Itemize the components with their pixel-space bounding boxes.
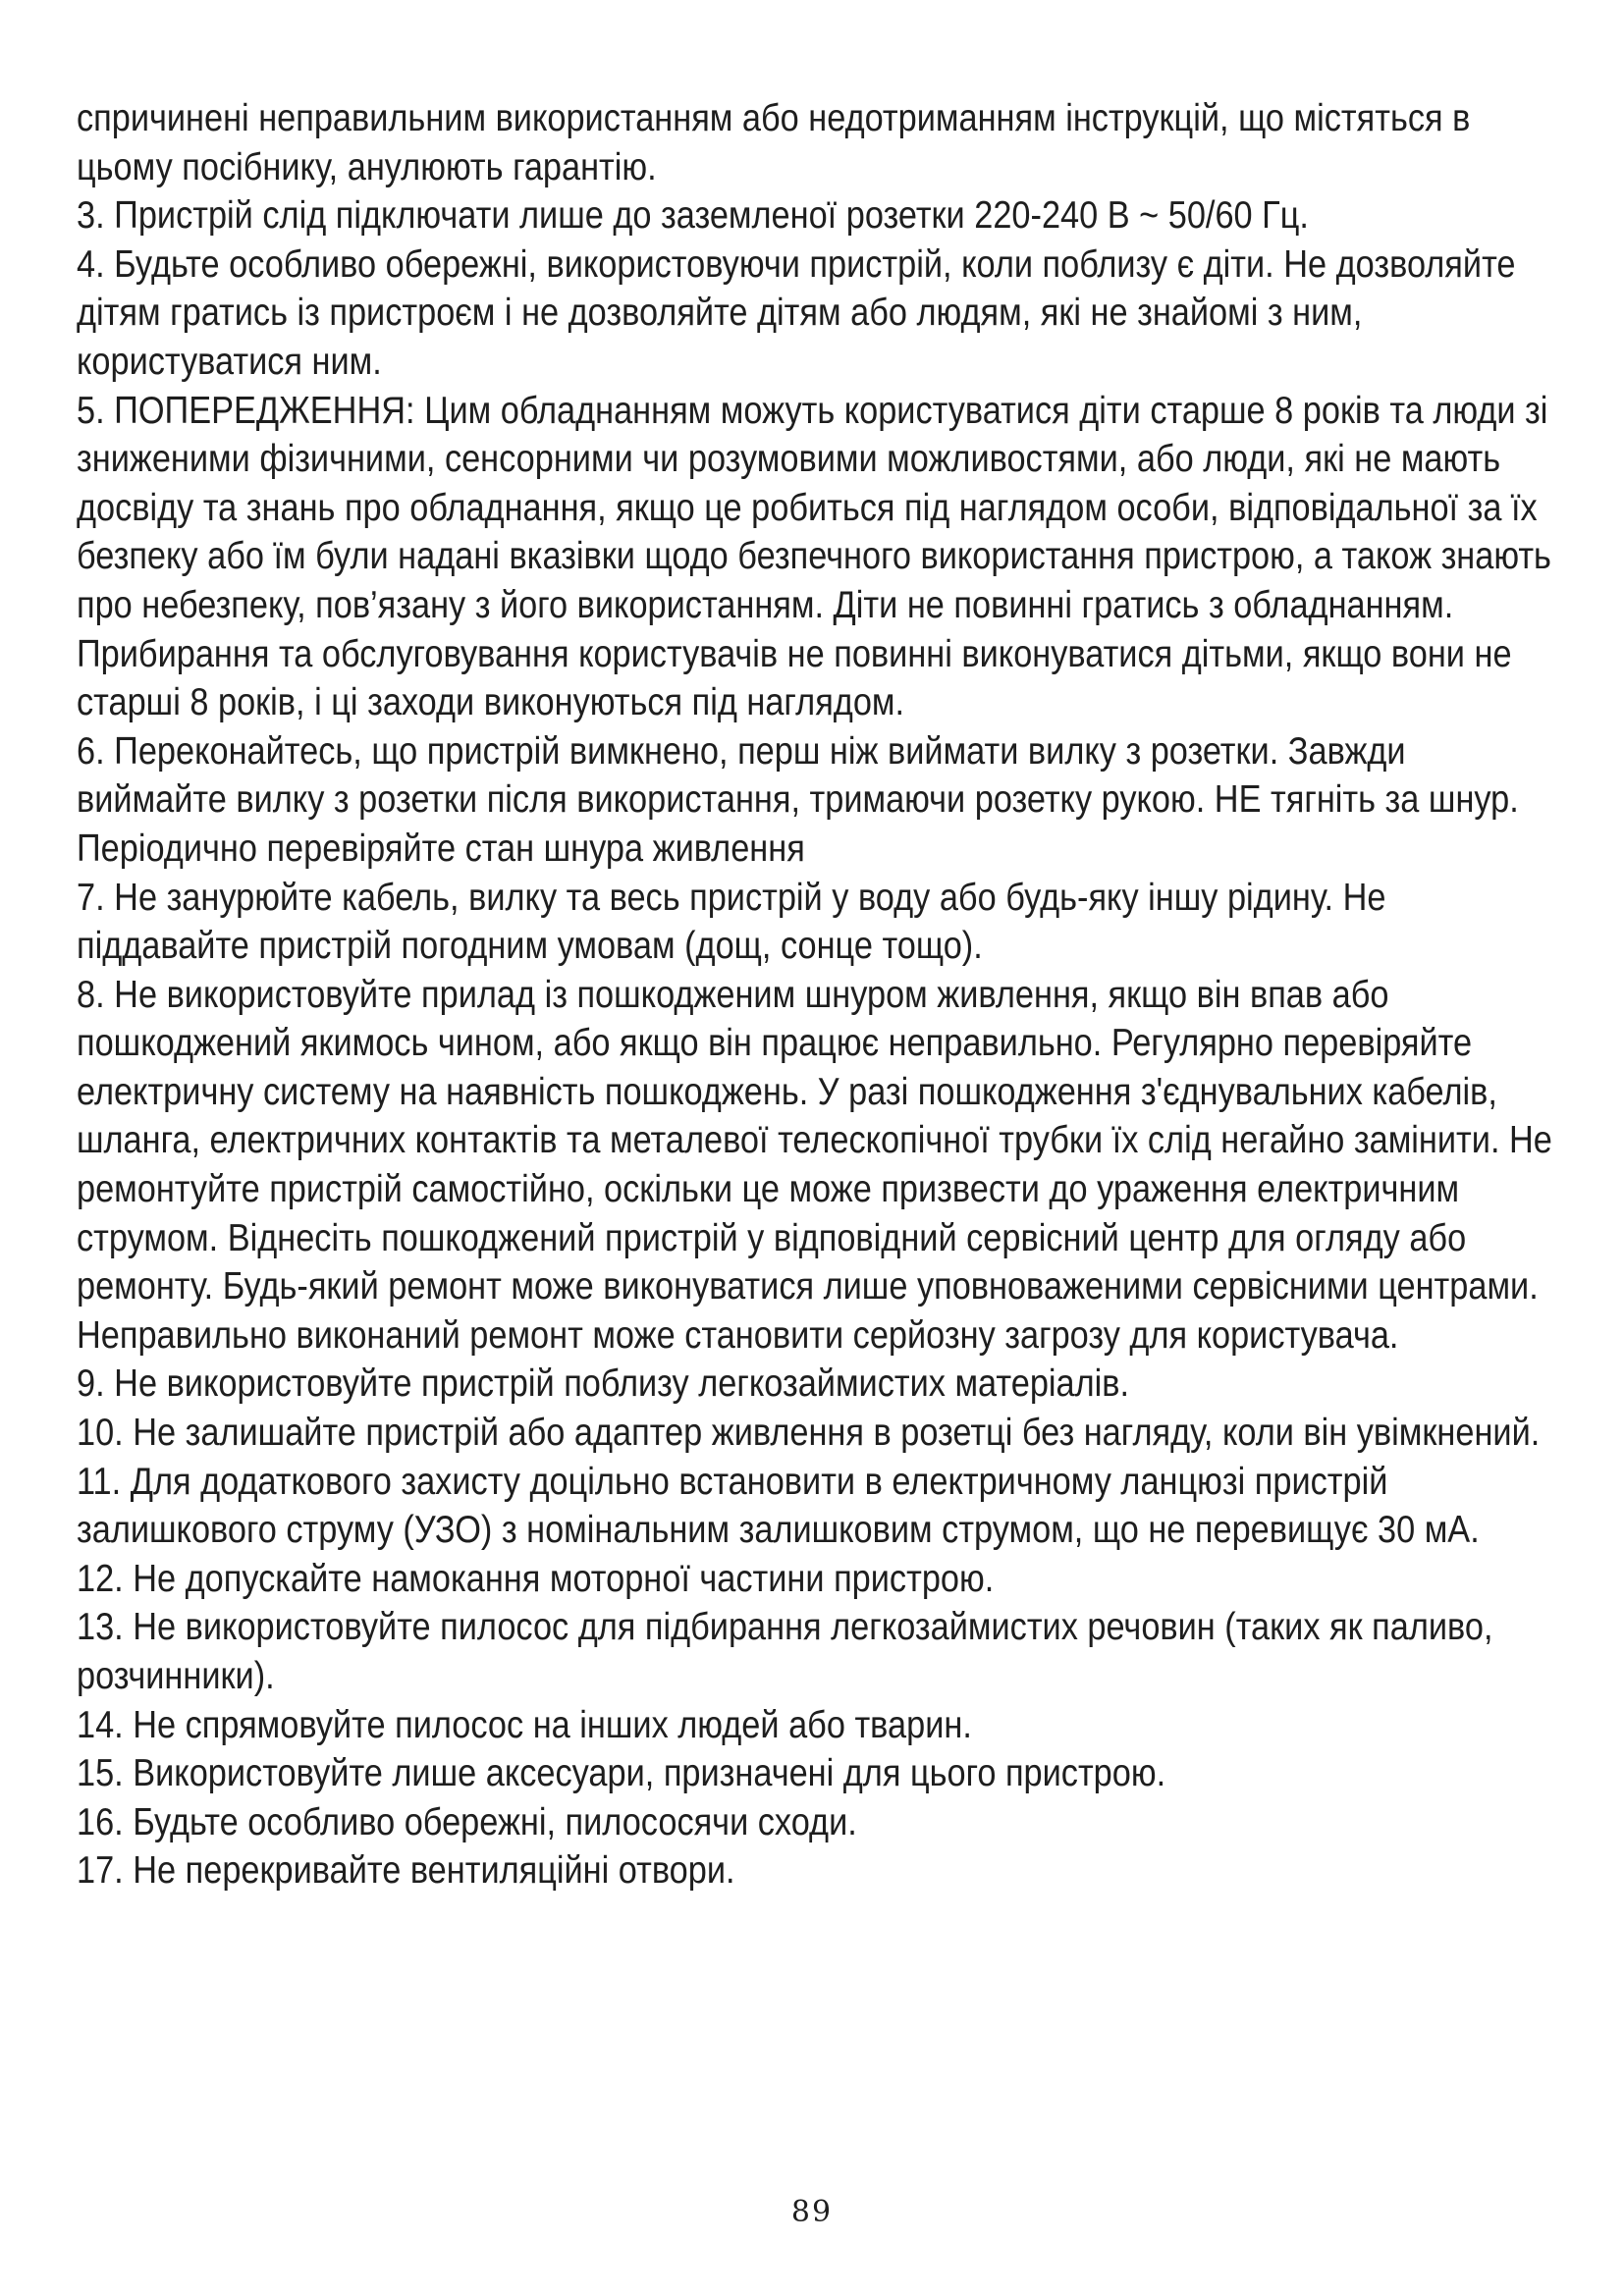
list-item: 6. Переконайтесь, що пристрій вимкнено, перш ніж виймати вилку з розетки. Завжди виймайте вилку з розетки після використання, тримаючи розетку рукою. НЕ тягніть за шнур. Періодично перевіряйте стан шнура живлення [77, 729, 1519, 870]
list-item: 7. Не занурюйте кабель, вилку та весь пристрій у воду або будь-яку іншу рідину. Не піддавайте пристрій погодним умовам (дощ, сонце тощо). [77, 876, 1386, 968]
list-item: 11. Для додаткового захисту доцільно встановити в електричному ланцюзі пристрій залишкового струму (УЗО) з номінальним залишковим струмом, що не перевищує 30 мА. [77, 1460, 1480, 1552]
list-item: 5. ПОПЕРЕДЖЕННЯ: Цим обладнанням можуть користуватися діти старше 8 років та люди зі зниженими фізичними, сенсорними чи розумовими можливостями, або люди, які не мають досвіду та знань про обладнання, якщо це робиться під наглядом особи, відповідальної за їх безпеку або їм були надані вказівки щодо безпечного використання пристрою, а також знають про небезпеку, пов’язану з його використанням. Діти не повинні гратись з обладнанням. Прибирання та обслуговування користувачів не повинні виконуватися дітьми, якщо вони не старші 8 років, і ці заходи виконуються під наглядом. [77, 389, 1551, 724]
list-item: 14. Не спрямовуйте пилосос на інших людей або тварин. [77, 1703, 972, 1746]
instructions-text [77, 94, 1559, 1896]
list-item: 13. Не використовуйте пилосос для підбирання легкозаймистих речовин (таких як паливо, розчинники). [77, 1606, 1493, 1697]
paragraph-continuation: спричинені неправильним використанням або недотриманням інструкцій, що містяться в цьому посібнику, анулюють гарантію. [77, 97, 1471, 188]
list-item: 4. Будьте особливо обережні, використовуючи пристрій, коли поблизу є діти. Не дозволяйте дітям гратись із пристроєм і не дозволяйте дітям або людям, які не знайомі з ним, користуватися ним. [77, 242, 1516, 383]
list-item: 16. Будьте особливо обережні, пилососячи сходи. [77, 1800, 857, 1843]
page-number: 89 [790, 2195, 834, 2229]
list-item: 12. Не допускайте намокання моторної частини пристрою. [77, 1557, 995, 1600]
list-item: 15. Використовуйте лише аксесуари, призначені для цього пристрою. [77, 1752, 1166, 1795]
list-item: 9. Не використовуйте пристрій поблизу легкозаймистих матеріалів. [77, 1362, 1130, 1406]
list-item: 3. Пристрій слід підключати лише до заземленої розетки 220-240 В ~ 50/60 Гц. [77, 194, 1309, 238]
list-item: 10. Не залишайте пристрій або адаптер живлення в розетці без нагляду, коли він увімкнений. [77, 1412, 1541, 1455]
list-item: 17. Не перекривайте вентиляційні отвори. [77, 1849, 735, 1893]
list-item: 8. Не використовуйте прилад із пошкодженим шнуром живлення, якщо він впав або пошкоджений якимось чином, або якщо він працює неправильно. Регулярно перевіряйте електричну систему на наявність пошкоджень. У разі пошкодження з'єднувальних кабелів, шланга, електричних контактів та металевої телескопічної трубки їх слід негайно замінити. Не ремонтуйте пристрій самостійно, оскільки це може призвести до ураження електричним струмом. Віднесіть пошкоджений пристрій у відповідний сервісний центр для огляду або ремонту. Будь-який ремонт може виконуватися лише уповноваженими сервісними центрами. Неправильно виконаний ремонт може становити серйозну загрозу для користувача. [77, 973, 1552, 1357]
